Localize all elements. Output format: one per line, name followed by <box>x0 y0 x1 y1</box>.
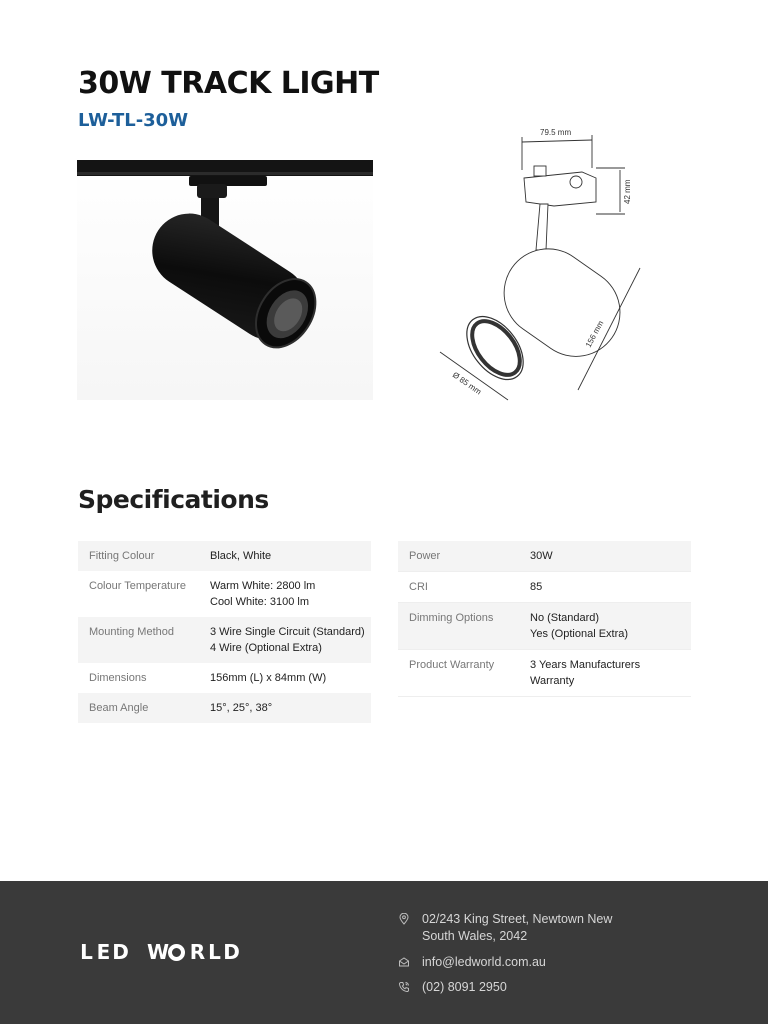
spec-value-line: Cool White: 3100 lm <box>210 596 310 608</box>
address-line: 02/243 King Street, Newtown New <box>422 912 613 926</box>
spec-table-right <box>398 541 691 697</box>
spec-key: CRI <box>409 581 428 593</box>
spec-row <box>78 541 371 571</box>
width-dimension-label: 79.5 mm <box>540 128 572 137</box>
spec-key: Mounting Method <box>89 626 174 638</box>
spec-row <box>78 571 371 617</box>
product-title: 30W TRACK LIGHT <box>78 66 379 101</box>
spec-table-left <box>78 541 371 723</box>
spec-row <box>78 693 371 723</box>
spec-value-line: Warranty <box>530 675 575 687</box>
spec-row <box>398 603 691 650</box>
spec-value <box>530 548 553 564</box>
email-link[interactable]: info@ledworld.com.au <box>422 955 546 969</box>
spec-value-line: 85 <box>530 581 543 593</box>
phone-number[interactable]: (02) 8091 2950 <box>422 980 507 994</box>
spec-value <box>530 579 542 595</box>
spec-value <box>210 578 315 610</box>
spec-key: Dimensions <box>89 672 147 684</box>
diameter-dimension-label: Ø 85 mm <box>450 370 483 397</box>
envelope-icon <box>398 956 410 968</box>
dimension-drawing <box>430 120 650 410</box>
spec-value-line: 156mm (L) x 84mm (W) <box>210 672 327 684</box>
spec-value-line: 3 Years Manufacturers <box>530 659 641 671</box>
spec-row <box>398 572 691 603</box>
spec-value <box>530 610 628 642</box>
spec-value-line: Black, White <box>210 550 272 562</box>
spec-key: Colour Temperature <box>89 580 187 592</box>
address <box>398 911 612 945</box>
spec-value <box>210 700 272 716</box>
spec-key: Product Warranty <box>409 659 495 671</box>
height-dimension-label: 42 mm <box>623 179 632 204</box>
email-contact[interactable] <box>398 954 546 971</box>
phone-icon <box>398 981 410 993</box>
address-line: South Wales, 2042 <box>422 929 528 943</box>
phone-contact[interactable] <box>398 979 507 996</box>
spec-value <box>530 657 640 689</box>
spec-value-line: No (Standard) <box>530 612 600 624</box>
spec-row <box>78 617 371 663</box>
spec-row <box>398 541 691 572</box>
spec-value <box>210 548 271 564</box>
spec-value-line: Warm White: 2800 lm <box>210 580 316 592</box>
spec-value <box>210 624 365 656</box>
location-pin-icon <box>398 913 410 925</box>
logo-ring-icon <box>168 944 185 961</box>
spec-value-line: 3 Wire Single Circuit (Standard) <box>210 626 365 638</box>
product-sku: LW-TL-30W <box>78 110 189 131</box>
spec-value-line: Yes (Optional Extra) <box>530 628 629 640</box>
spec-value-line: 30W <box>530 550 553 562</box>
spec-row <box>78 663 371 693</box>
spec-key: Power <box>409 550 441 562</box>
spec-value-line: 15°, 25°, 38° <box>210 702 273 714</box>
spec-key: Fitting Colour <box>89 550 155 562</box>
length-dimension-label: 156 mm <box>583 319 606 349</box>
spec-value <box>210 670 326 686</box>
company-logo: L E D W R L D <box>80 940 240 964</box>
spec-key: Dimming Options <box>409 612 494 624</box>
spec-key: Beam Angle <box>89 702 149 714</box>
specifications-heading: Specifications <box>78 485 269 514</box>
spec-row <box>398 650 691 697</box>
spec-value-line: 4 Wire (Optional Extra) <box>210 642 322 654</box>
product-photo <box>77 158 373 400</box>
